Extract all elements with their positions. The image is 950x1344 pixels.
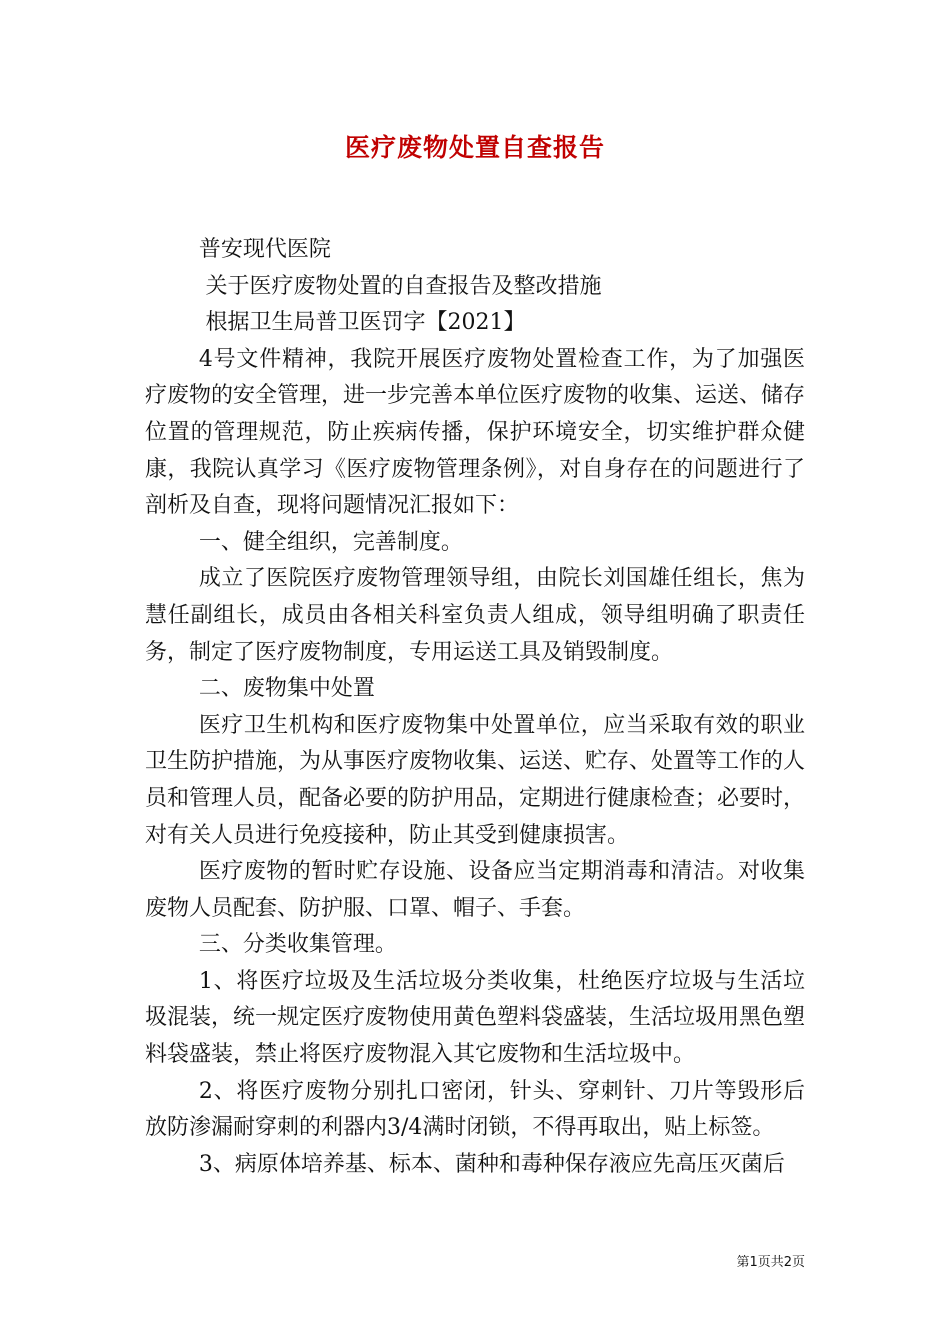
paragraph-section-3-item-3: 3、病原体培养基、标本、菌种和毒种保存液应先高压灭菌后 — [198, 1151, 785, 1177]
paragraph-section-3-heading: 三、分类收集管理。 — [198, 932, 397, 958]
paragraph-intro: 4号文件精神，我院开展医疗废物处置检查工作，为了加强医疗废物的安全管理，进一步完善本单位医疗废物的收集、运送、储存位置的管理规范，防止疾病传播，保护环境安全，切实维护群众健康，我院认真学习《医疗废物管理条例》，对自身存在的问题进行了剖析及自查，现将问题情况汇报如下： — [145, 346, 806, 519]
paragraph-section-2-body-1: 医疗卫生机构和医疗废物集中处置单位，应当采取有效的职业卫生防护措施，为从事医疗废物收集、运送、贮存、处置等工作的人员和管理人员，配备必要的防护用品，定期进行健康检查；必要时，对有关人员进行免疫接种，防止其受到健康损害。 — [145, 712, 806, 848]
paragraph-section-1-body: 成立了医院医疗废物管理领导组，由院长刘国雄任组长，焦为慧任副组长，成员由各相关科室负责人组成，领导组明确了职责任务，制定了医疗废物制度，专用运送工具及销毁制度。 — [145, 566, 805, 665]
page-number-footer: 第1页共2页 — [736, 1255, 805, 1270]
paragraph-section-3-item-1: 1、将医疗垃圾及生活垃圾分类收集，杜绝医疗垃圾与生活垃圾混装，统一规定医疗废物使用黄色塑料袋盛装，生活垃圾用黑色塑料袋盛装，禁止将医疗废物混入其它废物和生活垃圾中。 — [145, 968, 806, 1068]
document-body — [145, 232, 805, 1183]
paragraph-hospital-name: 普安现代医院 — [198, 237, 331, 262]
paragraph-reference: 根据卫生局普卫医罚字【2021】 — [205, 310, 526, 336]
paragraph-section-2-body-2: 医疗废物的暂时贮存设施、设备应当定期消毒和清洁。对收集废物人员配套、防护服、口罩、帽子、手套。 — [145, 859, 805, 921]
paragraph-report-subject: 关于医疗废物处置的自查报告及整改措施 — [205, 273, 602, 299]
paragraph-section-2-heading: 二、废物集中处置 — [198, 676, 375, 702]
paragraph-section-1-heading: 一、健全组织，完善制度。 — [198, 529, 463, 555]
paragraph-section-3-item-2: 2、将医疗废物分别扎口密闭，针头、穿刺针、刀片等毁形后放防渗漏耐穿刺的利器内3/4满时闭锁，不得再取出，贴上标签。 — [145, 1078, 805, 1141]
document-title: 医疗废物处置自查报告 — [344, 133, 605, 162]
